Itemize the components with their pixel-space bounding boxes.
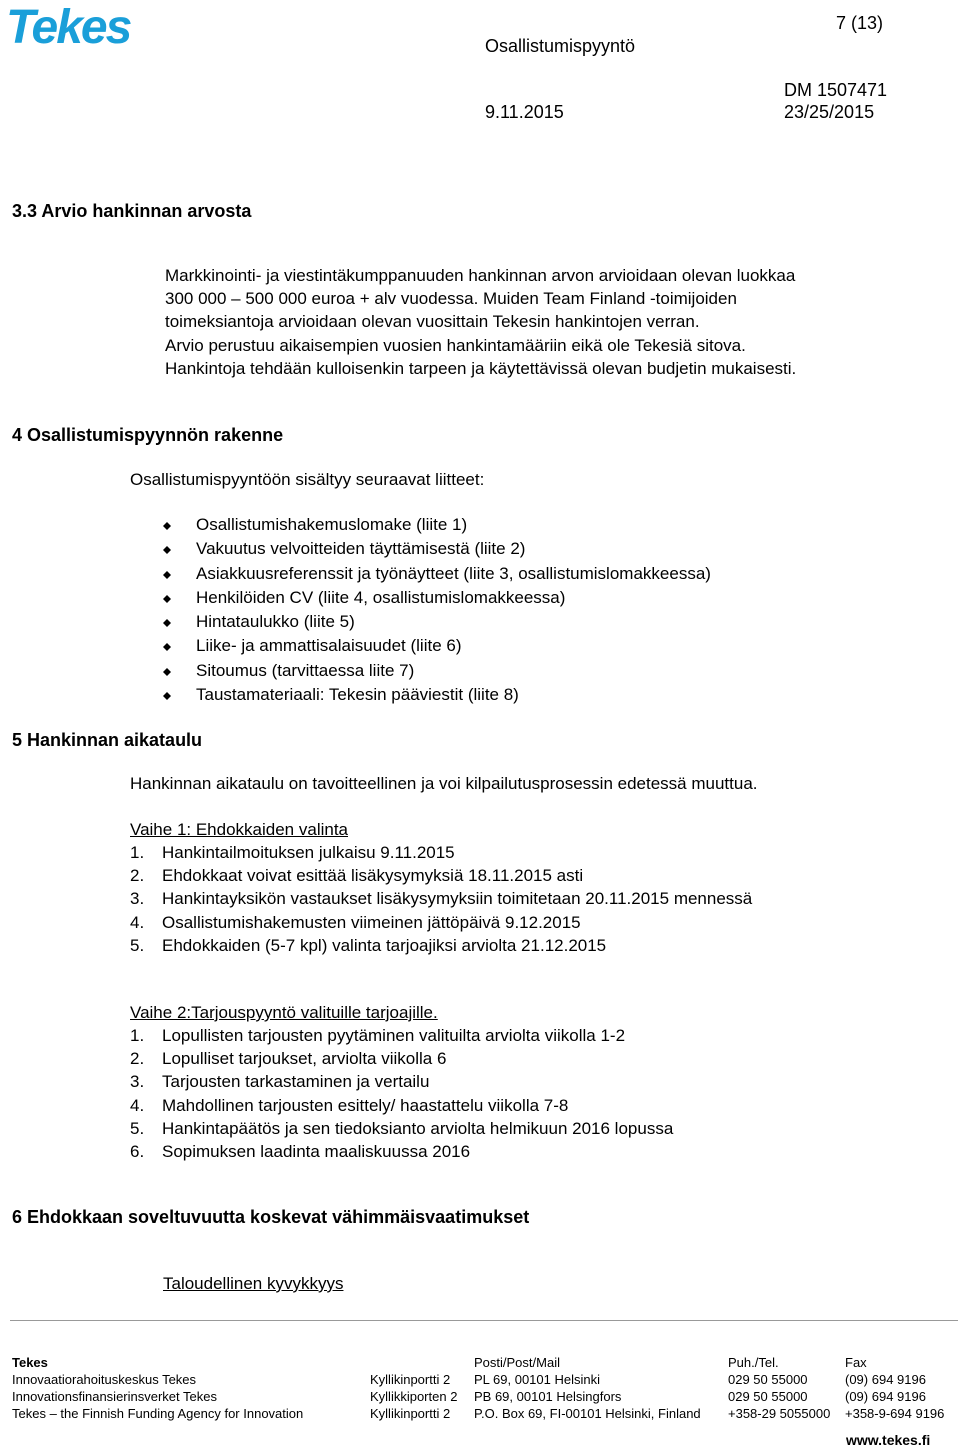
diamond-bullet-icon — [163, 546, 171, 550]
footer-column-postal: Posti/Post/Mail PL 69, 00101 Helsinki PB 69, 00101 Helsingfors P.O. Box 69, FI-00101 Helsinki, Finland — [474, 1355, 701, 1421]
list-item: Sitoumus (tarvittaessa liite 7) — [163, 659, 711, 683]
section-5-intro: Hankinnan aikataulu on tavoitteellinen ja voi kilpailutusprosessin edetessä muuttua. — [130, 774, 758, 793]
list-item: 2. Lopulliset tarjoukset, arviolta viikolla 6 — [130, 1049, 447, 1069]
list-item: 3. Tarjousten tarkastaminen ja vertailu — [130, 1072, 430, 1092]
list-item: 2. Ehdokkaat voivat esittää lisäkysymyksiä 18.11.2015 asti — [130, 866, 584, 886]
list-item: Taustamateriaali: Tekesin pääviestit (liite 8) — [163, 683, 711, 707]
phase-2-steps — [130, 1024, 673, 1163]
footer-column-organization: Tekes Innovaatiorahoituskeskus Tekes Innovationsfinansierinsverket Tekes Tekes – the Finnish Funding Agency for Innovation — [12, 1355, 304, 1421]
section-3-3-paragraph — [165, 264, 796, 380]
section-heading-5: 5 Hankinnan aikataulu — [12, 730, 203, 750]
list-item: Hintataulukko (liite 5) — [163, 610, 711, 634]
list-item: 5. Ehdokkaiden (5-7 kpl) valinta tarjoajiksi arviolta 21.12.2015 — [130, 935, 607, 955]
paragraph-line: Markkinointi- ja viestintäkumppanuuden hankinnan arvon arvioidaan olevan luokkaa — [165, 266, 796, 285]
tekes-logo: Tekes — [6, 1, 131, 54]
phase-2-title: Vaihe 2:Tarjouspyyntö valituille tarjoajille. — [130, 1003, 438, 1022]
list-item: 3. Hankintayksikön vastaukset lisäkysymyksiin toimitetaan 20.11.2015 mennessä — [130, 889, 753, 909]
list-item: Henkilöiden CV (liite 4, osallistumislomakkeessa) — [163, 586, 711, 610]
list-item: Liike- ja ammattisalaisuudet (liite 6) — [163, 634, 711, 658]
section-heading-6: 6 Ehdokkaan soveltuvuutta koskevat vähimmäisvaatimukset — [12, 1207, 530, 1227]
document-id: DM 1507471 — [784, 80, 888, 100]
diamond-bullet-icon — [163, 692, 171, 696]
diamond-bullet-icon — [163, 643, 171, 647]
diamond-bullet-icon — [163, 522, 171, 526]
list-item: 5. Hankintapäätös ja sen tiedoksianto arviolta helmikuun 2016 lopussa — [130, 1118, 674, 1138]
footer-column-street: Kyllikinportti 2 Kyllikkiporten 2 Kyllikinportti 2 — [370, 1372, 458, 1421]
paragraph-line: toimeksiantoja arvioidaan olevan vuosittain Tekesin hankintojen verran. — [165, 312, 700, 332]
document-reference: 23/25/2015 — [784, 102, 875, 122]
list-item: Asiakkuusreferenssit ja työnäytteet (liite 3, osallistumislomakkeessa) — [163, 562, 711, 586]
list-item: 4. Osallistumishakemusten viimeinen jättöpäivä 9.12.2015 — [130, 912, 581, 932]
phase-1-steps — [130, 841, 752, 957]
diamond-bullet-icon — [163, 668, 171, 672]
list-item: Osallistumishakemuslomake (liite 1) — [163, 513, 711, 537]
diamond-bullet-icon — [163, 619, 171, 623]
phase-1-title: Vaihe 1: Ehdokkaiden valinta — [130, 820, 349, 839]
list-item: 1. Hankintailmoituksen julkaisu 9.11.2015 — [130, 843, 455, 862]
website-link[interactable]: www.tekes.fi — [846, 1432, 931, 1448]
page-number: 7 (13) — [836, 13, 884, 33]
document-date: 9.11.2015 — [485, 102, 564, 122]
diamond-bullet-icon — [163, 595, 171, 599]
footer-column-fax: Fax (09) 694 9196 (09) 694 9196 +358-9-694 9196 — [845, 1355, 945, 1421]
footer-divider — [10, 1320, 958, 1321]
diamond-bullet-icon — [163, 571, 171, 575]
list-item: 4. Mahdollinen tarjousten esittely/ haastattelu viikolla 7-8 — [130, 1095, 569, 1115]
list-item: 1. Lopullisten tarjousten pyytäminen valituilta arviolta viikolla 1-2 — [130, 1026, 626, 1045]
section-4-intro: Osallistumispyyntöön sisältyy seuraavat liitteet: — [130, 470, 485, 489]
section-heading-4: 4 Osallistumispyynnön rakenne — [12, 425, 284, 445]
paragraph-line: Arvio perustuu aikaisempien vuosien hankintamääriin eikä ole Tekesiä sitova. — [165, 335, 746, 355]
attachments-list — [163, 513, 711, 707]
list-item: Vakuutus velvoitteiden täyttämisestä (liite 2) — [163, 537, 711, 561]
list-item: 6. Sopimuksen laadinta maaliskuussa 2016 — [130, 1141, 471, 1161]
document-title: Osallistumispyyntö — [485, 36, 636, 56]
footer-column-phone: Puh./Tel. 029 50 55000 029 50 55000 +358-29 5055000 — [728, 1355, 831, 1421]
paragraph-line: Hankintoja tehdään kulloisenkin tarpeen ja käytettävissä olevan budjetin mukaisesti. — [165, 358, 797, 378]
paragraph-line: 300 000 – 500 000 euroa + alv vuodessa. Muiden Team Finland -toimijoiden — [165, 289, 737, 309]
section-heading-3-3: 3.3 Arvio hankinnan arvosta — [12, 201, 252, 221]
section-6-subheading: Taloudellinen kyvykkyys — [163, 1274, 344, 1293]
